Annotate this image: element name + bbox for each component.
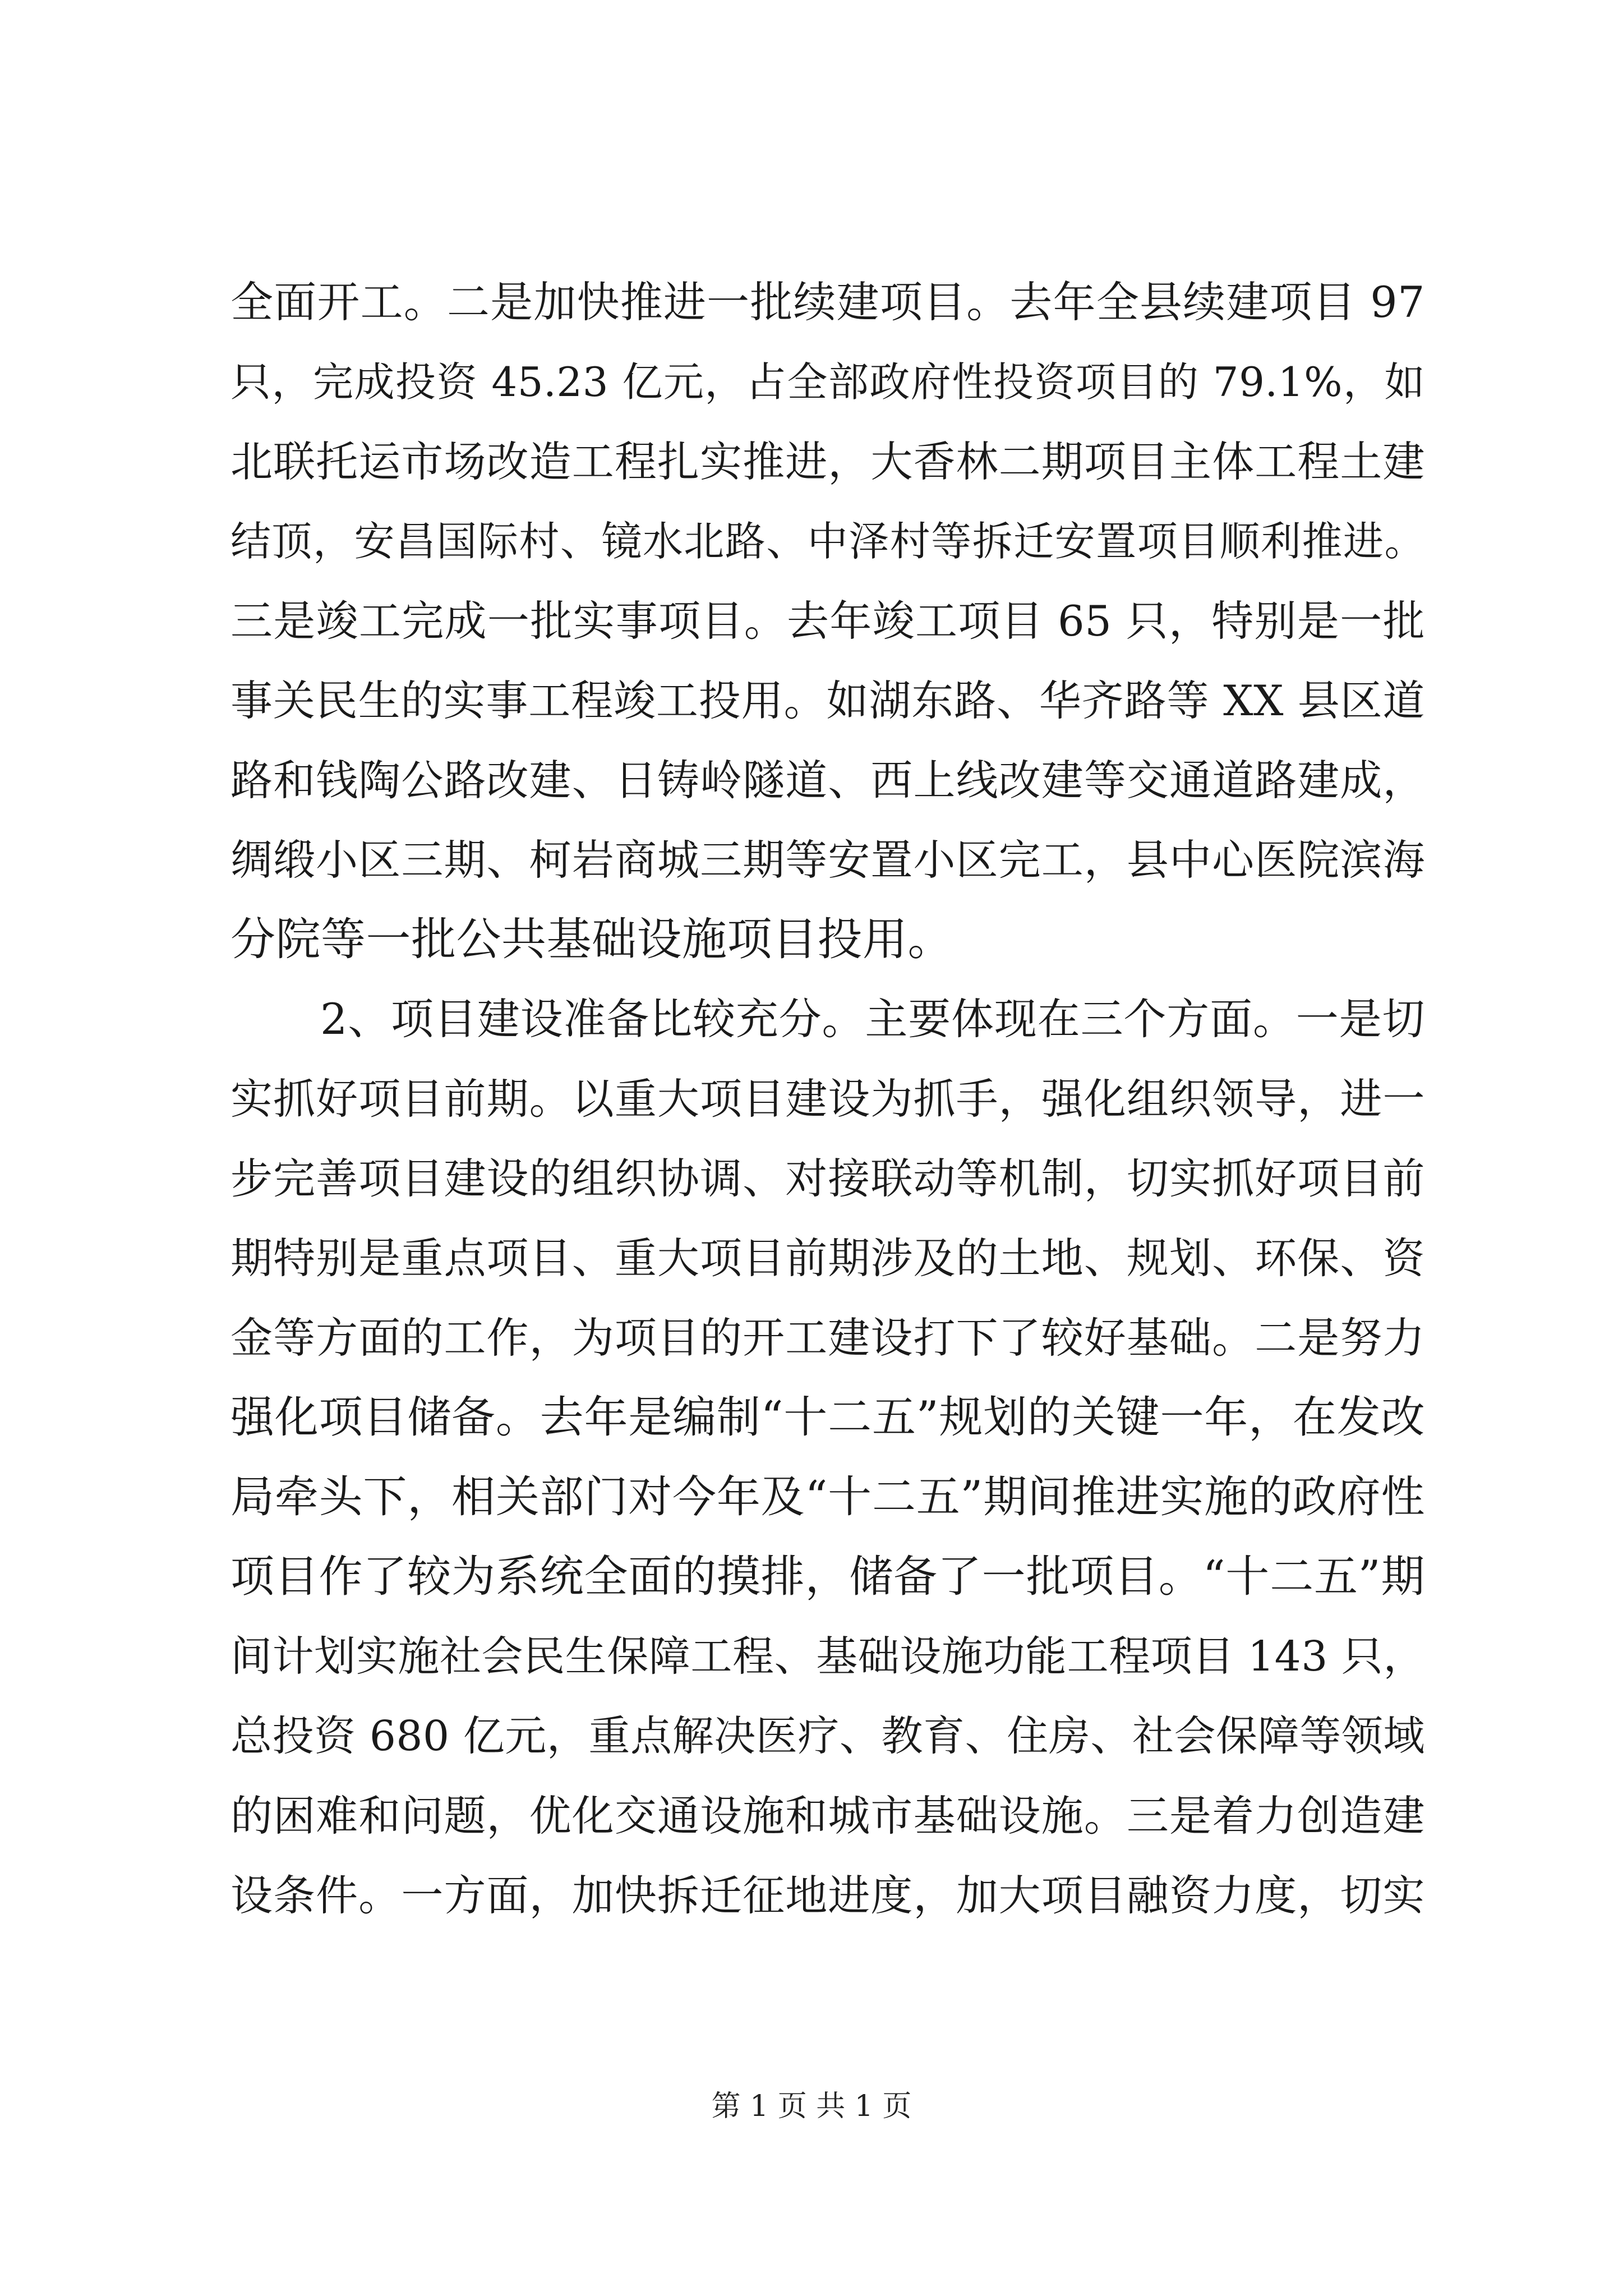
paragraph-first-line: 2、项目建设准备比较充分。主要体现在三个方面。一是切 [320, 994, 1425, 1044]
text-line: 路和钱陶公路改建、日铸岭隧道、西上线改建等交通道路建成， [230, 756, 1425, 805]
text-line: 实抓好项目前期。以重大项目建设为抓手，强化组织领导，进一 [230, 1074, 1425, 1124]
text-line: 间计划实施社会民生保障工程、基础设施功能工程项目 143 只， [230, 1632, 1425, 1681]
text-line: 的困难和问题，优化交通设施和城市基础设施。三是着力创造建 [230, 1791, 1425, 1841]
text-line: 全面开工。二是加快推进一批续建项目。去年全县续建项目 97 [230, 277, 1425, 327]
text-line: 金等方面的工作，为项目的开工建设打下了较好基础。二是努力 [230, 1313, 1425, 1363]
text-line: 分院等一批公共基础设施项目投用。 [230, 913, 953, 965]
text-line: 项目作了较为系统全面的摸排，储备了一批项目。“十二五”期 [230, 1552, 1425, 1602]
text-line: 总投资 680 亿元，重点解决医疗、教育、住房、社会保障等领域 [230, 1712, 1425, 1760]
document-body [230, 263, 1425, 1935]
text-line: 北联托运市场改造工程扎实推进，大香林二期项目主体工程土建 [230, 437, 1425, 486]
text-line: 期特别是重点项目、重大项目前期涉及的土地、规划、环保、资 [230, 1234, 1425, 1283]
text-line: 只，完成投资 45.23 亿元，占全部政府性投资项目的 79.1%，如 [230, 358, 1425, 406]
text-line: 设条件。一方面，加快拆迁征地进度，加大项目融资力度，切实 [230, 1871, 1425, 1920]
text-line: 绸缎小区三期、柯岩商城三期等安置小区完工，县中心医院滨海 [230, 835, 1425, 885]
text-line: 步完善项目建设的组织协调、对接联动等机制，切实抓好项目前 [230, 1154, 1425, 1203]
text-line: 强化项目储备。去年是编制“十二五”规划的关键一年，在发改 [230, 1392, 1425, 1443]
text-line: 局牵头下，相关部门对今年及“十二五”期间推进实施的政府性 [230, 1472, 1425, 1522]
text-line: 三是竣工完成一批实事项目。去年竣工项目 65 只，特别是一批 [230, 596, 1425, 646]
page-number-footer: 第 1 页 共 1 页 [711, 2090, 912, 2123]
text-line: 事关民生的实事工程竣工投用。如湖东路、华齐路等 XX 县区道 [230, 676, 1425, 725]
text-line: 结顶，安昌国际村、镜水北路、中泽村等拆迁安置项目顺利推进。 [230, 518, 1425, 565]
